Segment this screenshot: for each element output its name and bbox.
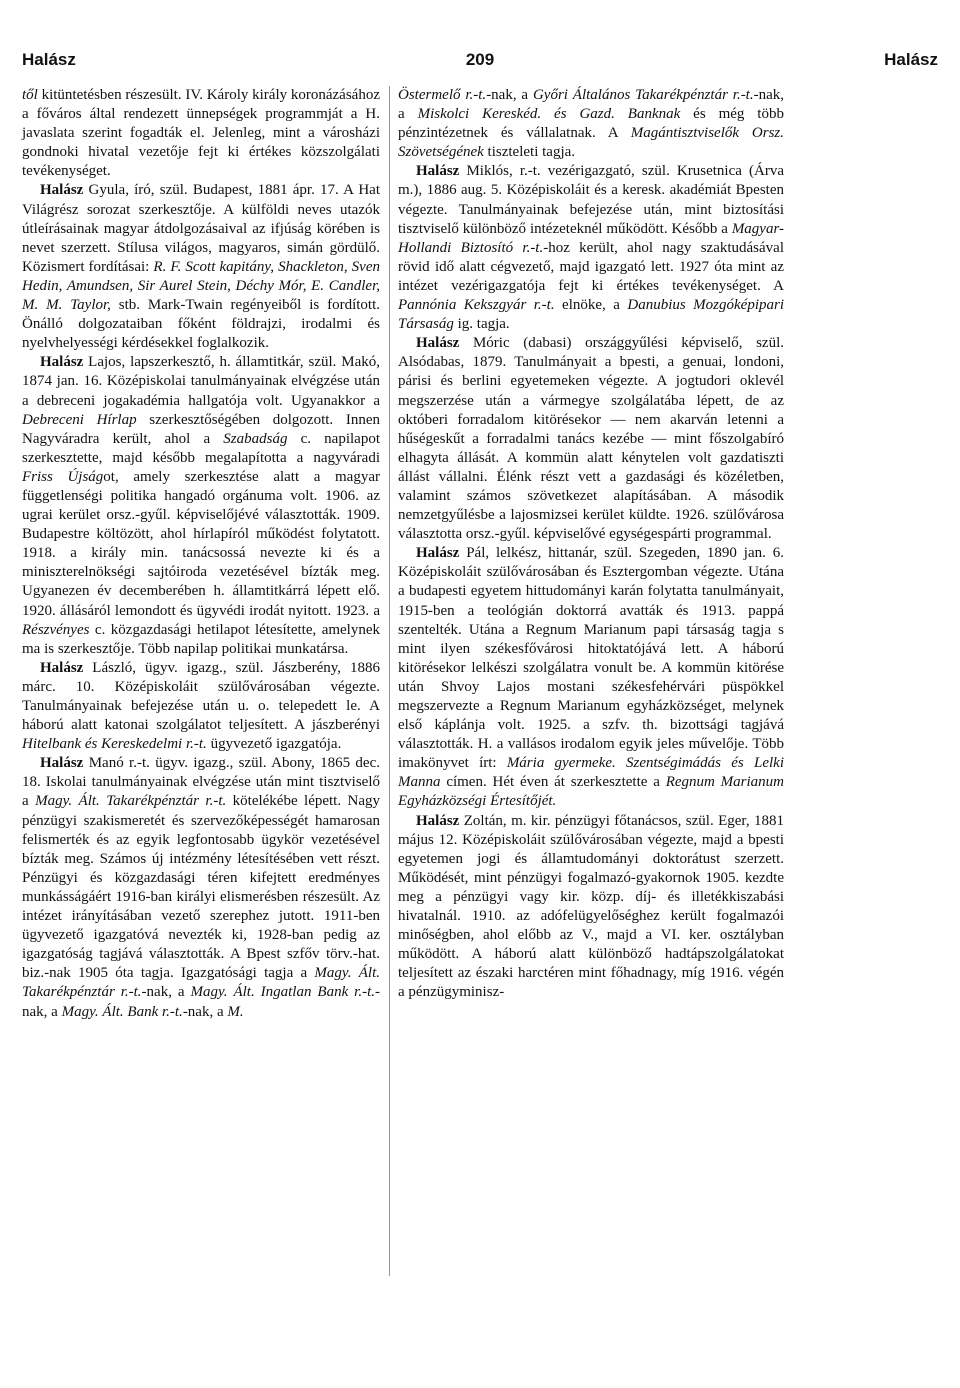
entry-text: kötelékébe lépett. Nagy pénzügyi szakismeretét és szervezőképességét hamarosan felismerték és az egyik legfontosabb ügykör vezetésével bízták meg. Számos új intézmény létesítésében vett részt. Pénzügyi és közgazdasági téren kifejtett eredményes munkásságáért 1916-ban királyi elismerésben részesült. Az intézet irányításában vezető szerephez jutott. 1911-ben ügyvezető igazgatóvá nevezték ki, 1928-ban pedig az igazgatóság tagjává választották. A Bpest szfőv törv.-hat. biz.-nak 1905 óta tagja. Igazgatósági tagja a — [22, 793, 380, 982]
italic-title: től — [22, 87, 38, 103]
entry-paragraph — [398, 86, 784, 162]
entry-text: -nak, a — [141, 984, 191, 1001]
italic-title: Danubius Mozgóképipari Társaság — [398, 297, 784, 333]
entry-surname: Halász — [40, 354, 84, 371]
entry-text: -hoz került, ahol nagy szaktudásával rövid idő alatt cégvezető, majd igazgató lett. 1927 óta mint az intézet vezérigazgatója fejt ki értékes tevékenységet. A — [398, 239, 784, 294]
italic-title: Debreceni Hírlap — [22, 411, 137, 428]
entry-text: és még több pénzintézetnek és vállalatnak. A — [398, 106, 784, 142]
left-column — [22, 86, 380, 1022]
right-column — [398, 86, 784, 1003]
page-number: 209 — [465, 50, 495, 69]
italic-title: Magy. Ált. Bank r.-t. — [61, 1003, 183, 1020]
italic-title: Mária gyermeke. Szentségimádás és Lelki Manna — [398, 755, 784, 791]
entry-text: c. közgazdasági hetilapot létesítette, amelynek ma is szerkesztője. Több napilap politikai munkatársa. — [22, 621, 380, 657]
italic-title: Magy. Ált. Takarékpénztár r.-t. — [22, 965, 380, 1001]
entry-paragraph — [22, 181, 380, 353]
entry-text: Gyula, író, szül. Budapest, 1881 ápr. 17. A Hat Világrész sorozat szerkesztője. A külföldi neves utazók útleírásainak magyar átdolgozásaival az ifjúság körében is nevet szerzett. Stílusa világos, magyaros, simán gördülő. Közismert fordításai: — [22, 182, 380, 275]
running-header — [22, 50, 938, 74]
entry-text: ig. tagja. — [453, 316, 510, 333]
entry-text: -nak, a — [398, 87, 785, 123]
entry-paragraph — [22, 86, 380, 181]
entry-surname: Halász — [416, 335, 460, 352]
header-right-keyword: Halász — [884, 50, 938, 69]
entry-paragraph — [22, 659, 380, 754]
entry-text: -nak, a — [182, 1003, 228, 1020]
italic-title: Östermelő r.-t. — [398, 87, 487, 103]
italic-title: R. F. Scott kapitány, Shackleton, Sven Hedin, Amundsen, Sir Aurel Stein, Déchy Mór, E. Candler, M. M. Taylor, — [22, 258, 380, 314]
entry-surname: Halász — [40, 755, 84, 772]
entry-surname: Halász — [416, 163, 460, 180]
entry-text: tiszteleti tagja. — [483, 144, 576, 161]
entry-text: címen. Hét éven át szerkesztette a — [440, 774, 666, 791]
entry-text: Miklós, r.-t. vezérigazgató, szül. Krusetnica (Árva m.), 1886 aug. 5. Középiskoláit és a keresk. akadémiát Bpesten végezte. Tanulmányainak befejezése után, mint biztosítási tisztviselő különböző intézeteknél működött. Később a — [398, 163, 784, 237]
entry-text: -nak, a — [486, 87, 533, 103]
italic-title: Magántisztviselők Orsz. Szövetségének — [398, 125, 784, 161]
entry-text: szerkesztőségében dolgozott. Innen Nagyváradra került, ahol a — [22, 411, 381, 447]
entry-text: Móric (dabasi) országgyűlési képviselő, szül. Alsódabas, 1879. Tanulmányait a bpesti, a genuai, londoni, párisi és berlini egyetemeken végezte. A jogtudori oklevél megszerzése után a vármegye szolgálatába lépett, de az októberi forradalom kitörésekor — nem akarván letenni a hűségeskűt a forradalmi tanács kezébe — mint főszolgabíró elhagyta állását. A kommün alatt kénytelen volt gazdatiszti állást vállalni. Élénk részt vett a gazdasági és közéletben, valamint számos szövetkezet alapításában. A második nemzetgyűlésbe a lajosmizsei kerület küldte. 1926. szülővárosa választotta orsz.-gyűl. képviselővé egységespárti programmal. — [398, 335, 784, 543]
italic-title: Pannónia Kekszgyár r.-t. — [398, 297, 555, 314]
italic-title: Magy. Ált. Takarékpénztár r.-t. — [35, 793, 227, 810]
entry-text: Manó r.-t. ügyv. igazg., szül. Abony, 1865 dec. 18. Iskolai tanulmányainak elvégzése után mint tisztviselő a — [22, 755, 380, 810]
italic-title: Magyar-Hollandi Biztosító r.-t. — [398, 220, 784, 256]
entry-surname: Halász — [416, 545, 460, 562]
entry-text: kitüntetésben részesült. IV. Károly király koronázásához a főváros által rendezett ünnepségek programmját a H. javaslata szerint fogadták el. Jelenleg, mint a városházi gondnoki hivatal vezetője fejt ki értékes közszolgálati tevékenységet. — [22, 87, 380, 180]
entry-text: Zoltán, m. kir. pénzügyi főtanácsos, szül. Eger, 1881 május 12. Középiskoláit szülővárosában végezte, majd a bpesti egyetemen jogi és államtudományi doktorátust szerzett. Működését, mint pénzügyi fogalmazó-gyakornok 1905. kezdte meg a pénzügyi vagy kir. közp. díj- és illetékkiszabási hivatalnál. 1910. az adófelügyelőséghez került fogalmazói minőségben, ahol előbb az V., majd a VI. ker. osztályban működött. A háború alatt különböző hadtápszolgálatokat teljesített az északi harctéren mint főhadnagy, míg 1916. végén a pénzügyminisz- — [398, 812, 784, 1001]
entry-paragraph — [22, 353, 380, 659]
italic-title: Részvényes — [22, 621, 90, 638]
entry-text: -nak, a — [22, 984, 380, 1020]
entry-text: elnöke, a — [554, 297, 628, 314]
entry-text: stb. Mark-Twain regényeiből is fordított. Önálló dolgozataiban főként földrajzi, irodalmi és nyelvhelyességi kérdésekkel foglalkozik. — [22, 297, 380, 352]
entry-text: László, ügyv. igazg., szül. Jászberény, 1886 márc. 10. Középiskoláit szülővárosában végezte. Tanulmányainak befejezése után u. o. telepedett le. A háború alatt katonai szolgálatot teljesített. A jászberényi — [22, 659, 380, 734]
italic-title: Regnum Marianum Egyházközségi Értesítőjét. — [398, 774, 784, 810]
entry-paragraph — [398, 544, 784, 811]
italic-title: Magy. Ált. Ingatlan Bank r.-t. — [190, 984, 375, 1001]
column-divider — [389, 86, 390, 1276]
entry-text: ügyvezető igazgatója. — [206, 736, 342, 753]
entry-paragraph — [398, 162, 784, 334]
header-left-keyword: Halász — [22, 50, 76, 69]
entry-text: Lajos, lapszerkesztő, h. államtitkár, szül. Makó, 1874 jan. 16. Középiskolai tanulmányainak elvégzése után a debreceni jogakadémia hallgatója volt. Ugyanakkor a — [22, 354, 380, 409]
entry-surname: Halász — [416, 812, 460, 829]
entry-paragraph — [22, 754, 380, 1021]
entry-text: Pál, lelkész, hittanár, szül. Szegeden, 1890 jan. 6. Középiskoláit szülővárosában és Esztergomban végezte. Utána a budapesti egyetem hittudományi karán folytatta tanulmányait, 1915-ben a teológián doktorrá avatták és 1913. pappá szentelték. Utána a Regnum Marianum papi társaság tagja s mint ilyen székesfővárosi hitoktatójává lett. A háború kitörésekor lelkészi szolgálatra vonult be. A kommün kitörése után Shvoy Lajos mostani székesfehérvári püspökkel megszervezte a Regnum Marianum egyházközséget, melynek első káplánja volt. 1925. a szfv. th. bizottsági tagjává választották. H. a vallásos irodalom egyik jeles művelője. Több imakönyvet írt: — [398, 545, 784, 772]
entry-text: ot, amely szerkesztése alatt a magyar függetlenségi politika hangadó orgánuma volt. 1906. az ugrai kerület orsz.-gyűl. képviselőjévé választották. 1909. Budapestre költözött, ahol hírlapíról működést folytatott. 1918. a király min. tanácsossá nevezte ki és a miniszterelnökségi sajtóiroda vezetésével bízták meg. Ugyanezen év decemberében h. államtitkárrá lépett elő. 1920. állásáról lemondott és ügyvédi irodát nyitott. 1923. a — [22, 468, 380, 619]
italic-title: M. — [227, 1003, 244, 1020]
entry-text: c. napilapot szerkesztette, majd később megalapította a nagyváradi — [22, 430, 380, 466]
italic-title: Friss Újság — [22, 468, 104, 485]
entry-surname: Halász — [40, 659, 84, 676]
italic-title: Miskolci Kereskéd. és Gazd. Banknak — [417, 106, 681, 123]
italic-title: Győri Általános Takarékpénztár r.-t. — [532, 87, 754, 103]
entry-surname: Halász — [40, 182, 84, 199]
italic-title: Szabadság — [223, 430, 288, 447]
italic-title: Hitelbank és Kereskedelmi r.-t. — [22, 736, 207, 753]
entry-paragraph — [398, 334, 784, 544]
entry-paragraph — [398, 812, 784, 1003]
